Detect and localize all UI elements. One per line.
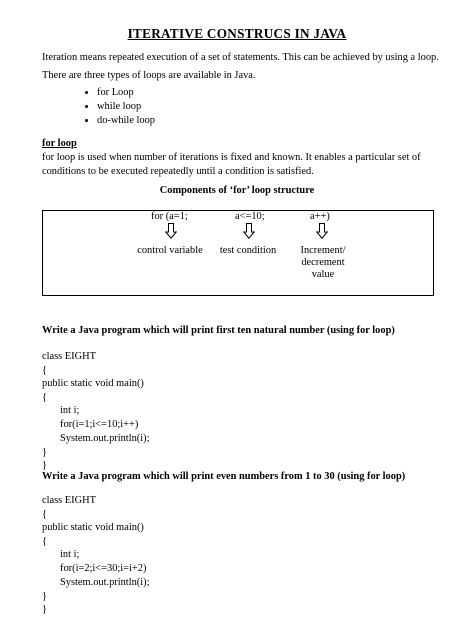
code-line: class EIGHT [42, 495, 96, 506]
code-line: } [42, 447, 47, 458]
page-title: ITERATIVE CONSTRUCS IN JAVA [127, 26, 347, 41]
code-line: } [42, 604, 47, 615]
code-line: { [42, 536, 47, 547]
code-line: public static void main() [42, 522, 144, 533]
code-line: int i; [60, 405, 80, 416]
code-line: for(i=1;i<=10;i++) [60, 419, 139, 430]
intro-line-2: There are three types of loops are available in Java. [42, 70, 256, 81]
code-line: for(i=2;i<=30;i=i+2) [60, 563, 147, 574]
components-heading: Components of ‘for’ loop structure [159, 185, 315, 196]
code-line: } [42, 460, 47, 471]
part-initialization: for (a=1; [151, 211, 188, 222]
code-line: int i; [60, 549, 80, 560]
down-arrow-icon [243, 223, 255, 239]
intro-line-1: Iteration means repeated execution of a set of statements. This can be achieved by using a loop. [42, 52, 439, 63]
code-line: { [42, 392, 47, 403]
label-test-condition: test condition [219, 245, 277, 256]
for-loop-heading: for loop [42, 138, 77, 149]
code-line: { [42, 509, 47, 520]
code-line: } [42, 591, 47, 602]
program1-heading: Write a Java program which will print first ten natural number (using for loop) [42, 325, 395, 336]
for-loop-desc-1: for loop is used when number of iterations is fixed and known. It enables a particular set of [42, 152, 421, 163]
label-increment: Increment/ [300, 245, 346, 256]
part-condition: a<=10; [235, 211, 265, 222]
bullet-icon [85, 105, 88, 108]
code-line: System.out.println(i); [60, 577, 150, 588]
down-arrow-icon [165, 223, 177, 239]
list-item: while loop [97, 101, 142, 112]
label-decrement: decrement [301, 257, 345, 268]
code-line: class EIGHT [42, 351, 96, 362]
code-line: { [42, 365, 47, 376]
list-item: do-while loop [97, 115, 156, 126]
label-control-variable: control variable [137, 245, 203, 256]
for-loop-desc-2: conditions to be executed repeatedly until a condition is satisfied. [42, 166, 314, 177]
bullet-icon [85, 119, 88, 122]
part-update: a++) [310, 211, 330, 222]
code-line: System.out.println(i); [60, 433, 150, 444]
down-arrow-icon [316, 223, 328, 239]
list-item: for Loop [97, 87, 134, 98]
program2-heading: Write a Java program which will print even numbers from 1 to 30 (using for loop) [42, 471, 406, 482]
code-line: public static void main() [42, 378, 144, 389]
bullet-icon [85, 91, 88, 94]
label-value: value [311, 269, 335, 280]
